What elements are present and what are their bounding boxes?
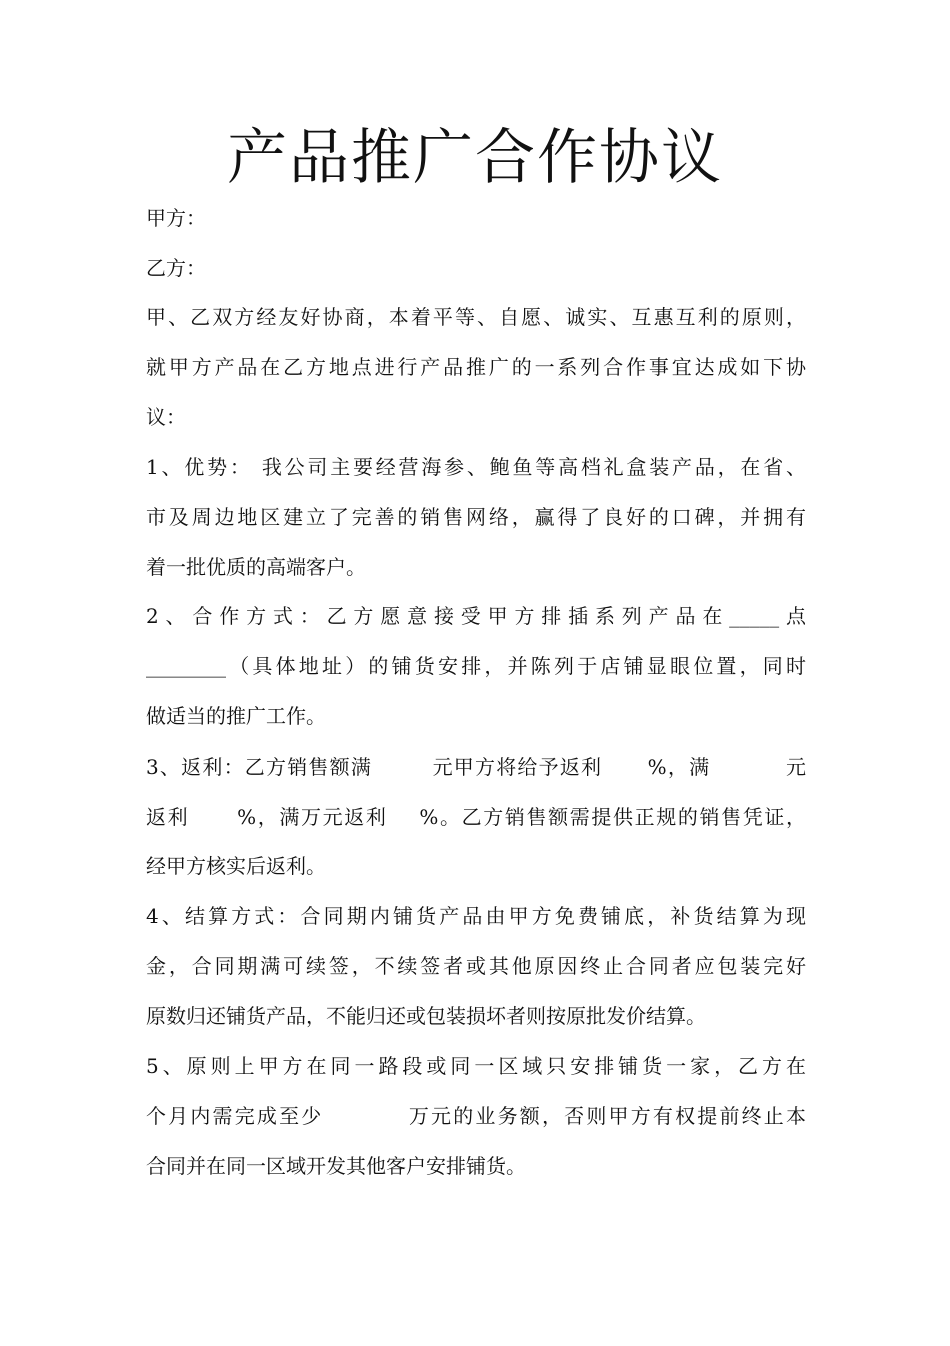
clause-3-line-1: 3、返利：乙方销售额满 元甲方将给予返利 %，满 元 <box>146 755 806 779</box>
clause-1-line-2: 市及周边地区建立了完善的销售网络，赢得了良好的口碑，并拥有 <box>146 505 806 529</box>
clause-1-line-1: 1、优势： 我公司主要经营海参、鲍鱼等高档礼盒装产品，在省、 <box>146 455 806 479</box>
clause-5-line-3: 合同并在同一区域开发其他客户安排铺货。 <box>146 1154 526 1178</box>
party-b-line: 乙方： <box>146 256 206 280</box>
document-title: 产品推广合作协议 <box>227 123 723 193</box>
clause-3-line-2: 返利 %，满万元返利 %。乙方销售额需提供正规的销售凭证， <box>146 805 806 829</box>
clause-2-line-3: 做适当的推广工作。 <box>146 704 326 728</box>
clause-2-line-2: ________（具体地址）的铺货安排，并陈列于店铺显眼位置，同时 <box>146 654 806 678</box>
clause-4-line-2: 金，合同期满可续签，不续签者或其他原因终止合同者应包装完好 <box>146 954 806 978</box>
clause-5-line-1: 5、原则上甲方在同一路段或同一区域只安排铺货一家，乙方在 <box>146 1054 806 1078</box>
intro-line-1: 甲、乙双方经友好协商，本着平等、自愿、诚实、互惠互利的原则， <box>146 305 806 329</box>
intro-line-3: 议： <box>146 405 186 429</box>
clause-4-line-1: 4、结算方式：合同期内铺货产品由甲方免费铺底，补货结算为现 <box>146 904 806 928</box>
party-a-line: 甲方： <box>146 206 206 230</box>
clause-1-line-3: 着一批优质的高端客户。 <box>146 555 366 579</box>
intro-line-2: 就甲方产品在乙方地点进行产品推广的一系列合作事宜达成如下协 <box>146 355 806 379</box>
clause-2-line-1: 2、合作方式：乙方愿意接受甲方排插系列产品在_____点 <box>146 604 806 628</box>
clause-5-line-2: 个月内需完成至少 万元的业务额，否则甲方有权提前终止本 <box>146 1104 806 1128</box>
clause-3-line-3: 经甲方核实后返利。 <box>146 854 326 878</box>
clause-4-line-3: 原数归还铺货产品，不能归还或包装损坏者则按原批发价结算。 <box>146 1004 706 1028</box>
